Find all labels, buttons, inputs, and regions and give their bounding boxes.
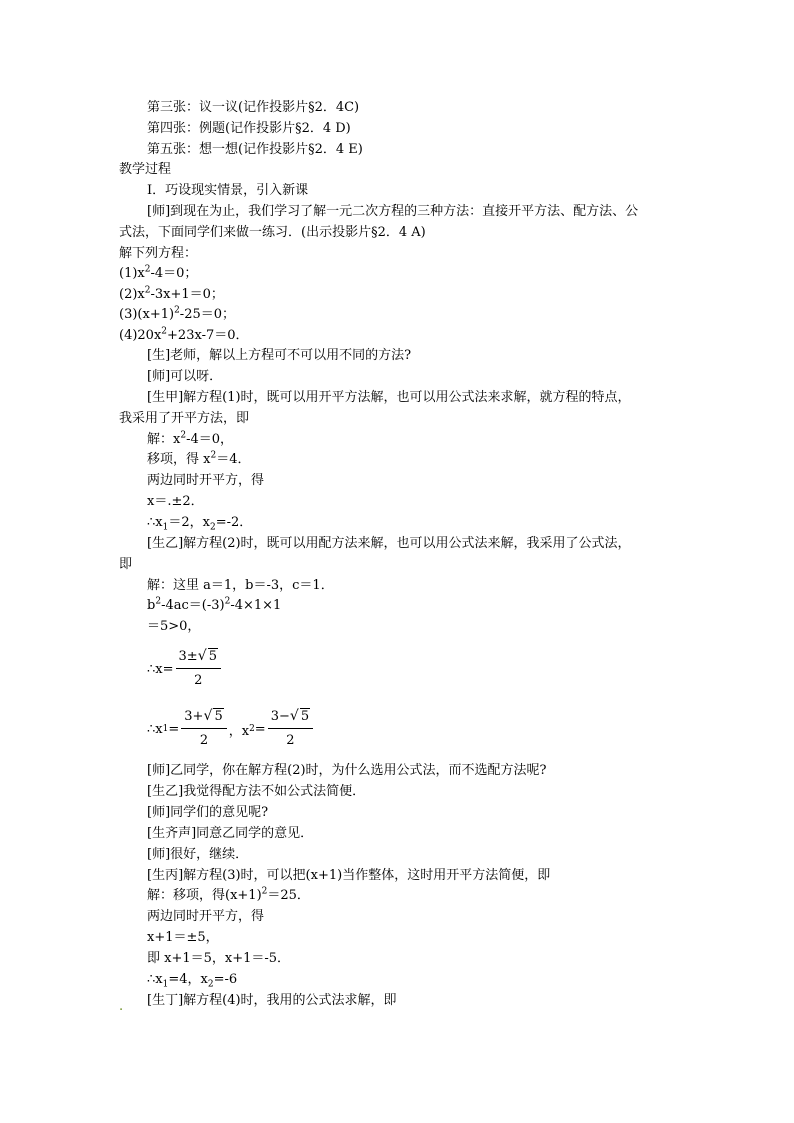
- fraction-numerator: [176, 648, 221, 669]
- text-span: -4ac＝(-3): [161, 598, 225, 613]
- fraction-numerator: [181, 708, 226, 729]
- superscript: 2: [144, 285, 151, 296]
- text-span: -3x+1＝0；: [150, 287, 224, 302]
- fraction-numerator: [268, 708, 313, 729]
- fraction: [176, 648, 221, 690]
- text-line: [147, 348, 411, 364]
- text-span: (4)20x: [119, 328, 162, 343]
- text-span: 教学过程: [119, 162, 172, 177]
- square-root: [198, 648, 218, 666]
- superscript: 2: [224, 596, 231, 607]
- text-span: ，x: [228, 723, 250, 739]
- text-line: [147, 204, 638, 220]
- text-span: 我采用了开平方法，即: [119, 411, 250, 426]
- radicand: 5: [300, 709, 310, 724]
- fraction: [181, 708, 226, 750]
- text-span: -4＝0；: [150, 266, 198, 281]
- equation-line: [147, 972, 237, 988]
- text-span: 两边同时开平方，得: [147, 473, 265, 488]
- text-span: (1)x: [119, 266, 145, 281]
- subscript: 2: [207, 979, 214, 990]
- fraction-denominator: 2: [199, 733, 209, 748]
- text-span: 第四张：例题(记作投影片§2．4 D): [147, 121, 351, 136]
- text-span: 解：移项，得(x+1): [147, 888, 262, 903]
- formula-two-roots: ∴x 1 = 3+ √ 5 2 ，x 2 = 3− √ 5 2: [147, 708, 315, 750]
- fraction-denominator: 2: [194, 673, 203, 688]
- text-line: [147, 121, 351, 137]
- text-span: x+1＝±5，: [147, 930, 219, 945]
- text-span: [生甲]解方程(1)时，既可以用开平方法解，也可以用公式法来求解，就方程的特点，: [147, 390, 631, 405]
- text-line: [147, 805, 268, 821]
- text-span: =: [168, 721, 180, 737]
- equation-line: [147, 619, 200, 635]
- fraction-denominator: 2: [286, 733, 295, 748]
- text-span: [生齐声]同意乙同学的意见．: [147, 826, 314, 841]
- text-span: 3: [178, 649, 187, 664]
- text-span: ＝5>0，: [147, 619, 201, 634]
- text-span: 解：这里 a＝1，b＝-3，c＝1．: [147, 578, 334, 593]
- text-span: =-6: [213, 972, 238, 987]
- text-span: [生]老师，解以上方程可不可以用不同的方法?: [147, 348, 412, 363]
- radical-sign: √: [289, 708, 299, 724]
- equation-line: [119, 266, 197, 282]
- equation-line: [147, 432, 233, 448]
- text-span: ∴x=: [147, 661, 174, 677]
- text-span: b: [147, 598, 156, 613]
- radical-sign: √: [197, 648, 207, 664]
- subscript: 2: [209, 522, 216, 533]
- section-heading: [119, 162, 171, 178]
- subscript: 1: [162, 979, 169, 990]
- text-span: [生乙]解方程(2)时，既可以用配方法来解，也可以用公式法来解，我采用了公式法，: [147, 536, 631, 551]
- text-span: 即: [119, 557, 133, 572]
- text-span: =4，x: [168, 972, 208, 987]
- text-span: −: [278, 709, 290, 724]
- text-span: [师]乙同学，你在解方程(2)时，为什么选用公式法，而不选配方法呢?: [147, 763, 547, 778]
- text-line: [119, 225, 426, 241]
- subscript: 1: [162, 522, 169, 533]
- equation-line: [147, 888, 310, 904]
- text-span: =: [254, 721, 266, 737]
- text-span: ∴x: [147, 515, 163, 530]
- equation-line: [119, 328, 249, 344]
- text-span: (2)x: [119, 287, 145, 302]
- text-span: 两边同时开平方，得: [147, 909, 265, 924]
- square-root: [203, 708, 223, 726]
- text-line: [147, 909, 264, 925]
- text-span: -4×1×1: [230, 598, 282, 613]
- text-line: [147, 868, 550, 884]
- text-line: [147, 142, 363, 158]
- text-line: [147, 763, 547, 779]
- text-line: [147, 473, 264, 489]
- equation-line: [147, 452, 250, 468]
- radicand: 5: [208, 649, 217, 664]
- text-span: 即 x+1＝5，x+1＝-5．: [147, 951, 291, 966]
- equation-line: [147, 515, 252, 531]
- equation-line: [147, 951, 290, 967]
- equation-line: [119, 287, 224, 303]
- square-root: [290, 708, 310, 726]
- text-line: [119, 246, 197, 262]
- text-span: +23x-7＝0．: [167, 328, 249, 343]
- margin-dot-mark: .: [119, 999, 124, 1014]
- text-span: +: [192, 709, 204, 724]
- text-span: [生丁]解方程(4)时，我用的公式法求解，即: [147, 993, 397, 1008]
- equation-line: [119, 307, 235, 323]
- text-span: 第三张：议一议(记作投影片§2．4C): [147, 100, 360, 115]
- equation-line: [147, 494, 204, 510]
- text-span: 第五张：想一想(记作投影片§2．4 E): [147, 142, 363, 157]
- superscript: 2: [155, 596, 162, 607]
- text-line: [147, 826, 313, 842]
- text-line: [147, 100, 359, 116]
- text-line: [119, 411, 249, 427]
- text-span: ＝25．: [267, 888, 310, 903]
- text-span: ＝4．: [216, 452, 251, 467]
- radical-sign: √: [203, 708, 213, 724]
- text-span: -4＝0，: [186, 432, 234, 447]
- text-span: [师]同学们的意见呢?: [147, 805, 269, 820]
- text-line: [147, 847, 248, 863]
- text-span: (3)(x+1): [119, 307, 175, 322]
- equation-line: [147, 930, 219, 946]
- text-line: [147, 784, 365, 800]
- text-span: 解：x: [147, 432, 181, 447]
- text-span: x＝.±2．: [147, 494, 204, 509]
- text-span: 3: [270, 709, 279, 724]
- superscript: 2: [174, 305, 180, 316]
- text-span: [师]可以呀．: [147, 369, 223, 384]
- superscript: 2: [210, 450, 217, 461]
- fraction: [268, 708, 313, 750]
- text-span: [生丙]解方程(3)时，可以把(x+1)当作整体，这时用开平方法简便，即: [147, 868, 551, 883]
- superscript: 2: [144, 264, 151, 275]
- text-span: 解下列方程：: [119, 246, 198, 261]
- radicand: 5: [214, 709, 223, 724]
- superscript: 2: [161, 326, 168, 337]
- text-span: [生乙]我觉得配方法不如公式法简便．: [147, 784, 366, 799]
- text-span: ±: [186, 649, 198, 664]
- text-span: 3: [184, 709, 193, 724]
- text-span: 移项，得 x: [147, 452, 211, 467]
- superscript: 2: [261, 886, 268, 897]
- text-span: ＝2，x: [168, 515, 210, 530]
- text-line: [147, 993, 397, 1009]
- text-line: [147, 390, 631, 406]
- text-line: [119, 557, 132, 573]
- equation-line: [147, 578, 334, 594]
- text-span: -25＝0；: [179, 307, 236, 322]
- text-line: [147, 536, 631, 552]
- equation-line: [147, 598, 281, 614]
- text-span: =-2．: [215, 515, 253, 530]
- formula-roots: [147, 648, 223, 690]
- text-span: Ⅰ．巧设现实情景，引入新课: [147, 183, 309, 198]
- subsection-heading: [147, 183, 308, 199]
- text-span: 式法，下面同学们来做一练习．(出示投影片§2．4 A): [119, 225, 426, 240]
- text-span: ∴x: [147, 721, 163, 737]
- text-line: [147, 369, 222, 385]
- text-span: [师]很好，继续．: [147, 847, 249, 862]
- superscript: 2: [180, 430, 187, 441]
- text-span: [师]到现在为止，我们学习了解一元二次方程的三种方法：直接开平方法、配方法、公: [147, 204, 639, 219]
- text-span: ∴x: [147, 972, 163, 987]
